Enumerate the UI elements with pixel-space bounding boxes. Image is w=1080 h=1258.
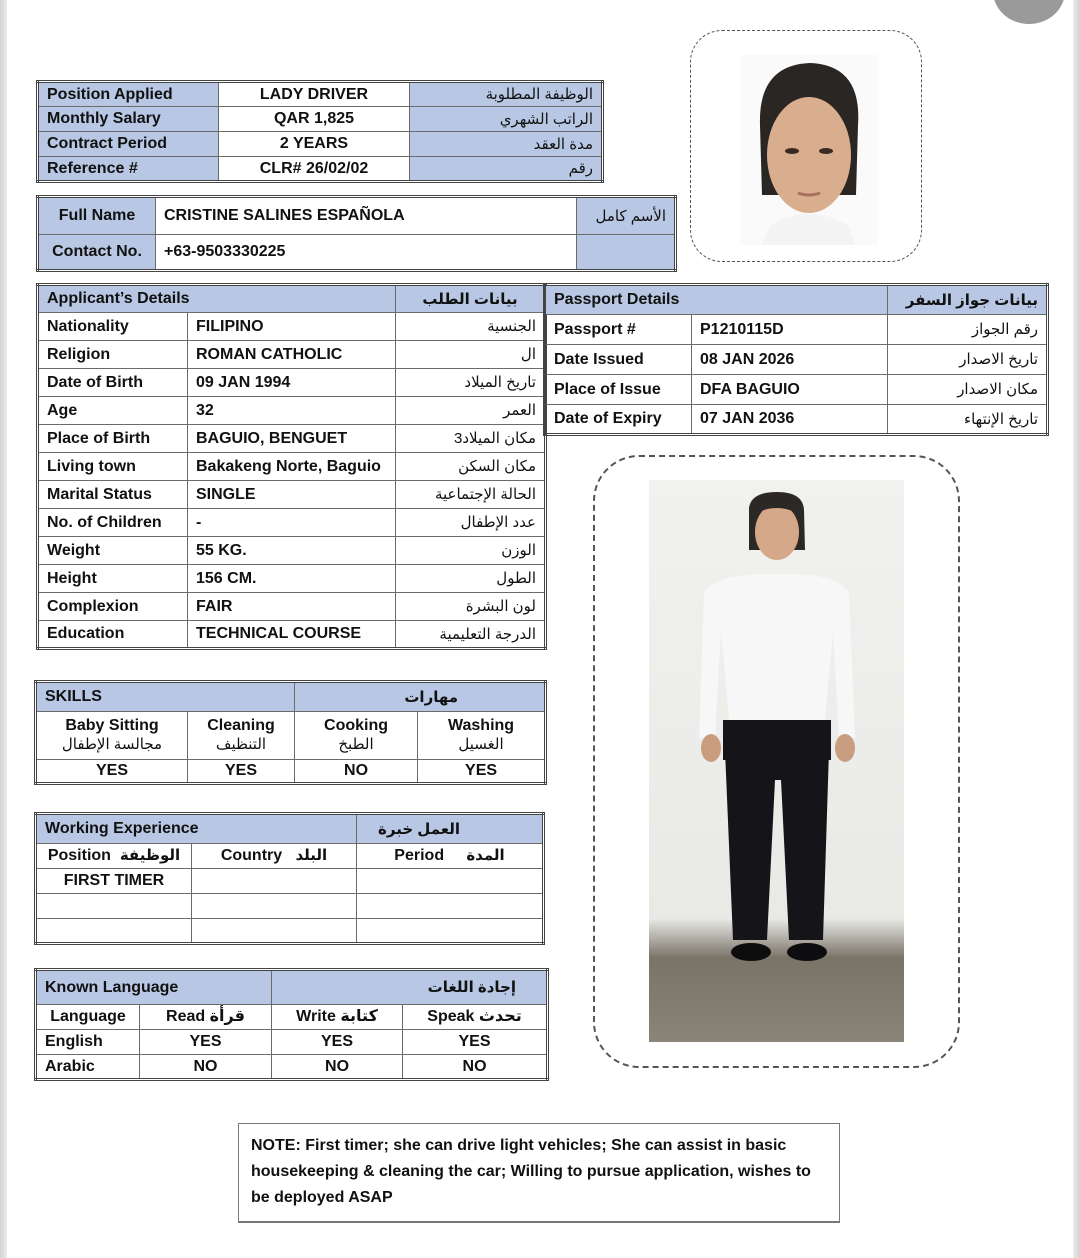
detail-value: Bakakeng Norte, Baguio bbox=[188, 453, 396, 481]
detail-value: DFA BAGUIO bbox=[692, 375, 888, 405]
detail-label: Date of Expiry bbox=[545, 405, 692, 435]
detail-value: TECHNICAL COURSE bbox=[188, 621, 396, 649]
skill-label-ar: الطبخ bbox=[338, 736, 374, 754]
detail-label-ar: الدرجة التعليمية bbox=[396, 621, 546, 649]
skill-label: Cooking bbox=[324, 717, 389, 735]
salary-value: QAR 1,825 bbox=[219, 107, 410, 132]
reference-label-ar: رقم bbox=[410, 157, 603, 182]
detail-label: Date Issued bbox=[545, 345, 692, 375]
headshot-photo bbox=[740, 55, 878, 245]
skills-title: SKILLS bbox=[36, 682, 295, 712]
passport-title: Passport Details bbox=[545, 285, 888, 315]
work-col-period bbox=[357, 844, 544, 869]
detail-label: Age bbox=[38, 397, 188, 425]
work-experience-table bbox=[34, 812, 545, 945]
table-row bbox=[38, 107, 603, 132]
detail-label-ar: تاريخ الميلاد bbox=[396, 369, 546, 397]
language-name: English bbox=[36, 1030, 140, 1055]
skills-labels-row bbox=[36, 712, 546, 760]
section-header bbox=[36, 970, 548, 1005]
section-header bbox=[36, 682, 546, 712]
detail-label: Education bbox=[38, 621, 188, 649]
column-speak: Speak تحدث bbox=[403, 1005, 548, 1030]
skills-title-ar: مهارات bbox=[295, 682, 546, 712]
column-write: Write كتابة bbox=[272, 1005, 403, 1030]
detail-label-ar: عدد الإطفال bbox=[396, 509, 546, 537]
detail-value: FILIPINO bbox=[188, 313, 396, 341]
language-cell: YES bbox=[140, 1030, 272, 1055]
table-row bbox=[36, 869, 544, 894]
table-row bbox=[36, 919, 544, 944]
work-cell bbox=[36, 894, 192, 919]
full-name-label: Full Name bbox=[38, 197, 156, 235]
table-row bbox=[38, 565, 546, 593]
table-row bbox=[38, 197, 676, 235]
detail-label: Weight bbox=[38, 537, 188, 565]
work-cell bbox=[192, 919, 357, 944]
detail-value: 32 bbox=[188, 397, 396, 425]
detail-label-ar: مكان الميلاد3 bbox=[396, 425, 546, 453]
table-row bbox=[545, 375, 1048, 405]
detail-label-ar: الجنسية bbox=[396, 313, 546, 341]
contact-value: +63-9503330225 bbox=[156, 235, 577, 271]
skill-label: Baby Sitting bbox=[65, 717, 159, 735]
language-title-ar: إجادة اللغات bbox=[272, 970, 548, 1005]
applicant-title: Applicant’s Details bbox=[38, 285, 396, 313]
detail-value: FAIR bbox=[188, 593, 396, 621]
detail-label-ar: تاريخ الإنتهاء bbox=[888, 405, 1048, 435]
column-label: Position bbox=[47, 847, 111, 864]
column-label-ar: البلد bbox=[295, 847, 328, 864]
reference-label: Reference # bbox=[38, 157, 219, 182]
position-label: Position Applied bbox=[38, 82, 219, 107]
table-row bbox=[38, 537, 546, 565]
table-row bbox=[38, 509, 546, 537]
work-col-country bbox=[192, 844, 357, 869]
contract-value: 2 YEARS bbox=[219, 132, 410, 157]
detail-label: Height bbox=[38, 565, 188, 593]
detail-label: Marital Status bbox=[38, 481, 188, 509]
table-row bbox=[545, 405, 1048, 435]
detail-label-ar: الوزن bbox=[396, 537, 546, 565]
work-columns-row bbox=[36, 844, 544, 869]
table-row bbox=[36, 1055, 548, 1080]
skill-value: YES bbox=[418, 760, 546, 784]
detail-label: Nationality bbox=[38, 313, 188, 341]
work-cell: FIRST TIMER bbox=[36, 869, 192, 894]
full-name-label-ar: الأسم كامل bbox=[577, 197, 676, 235]
work-cell bbox=[192, 894, 357, 919]
column-label-ar: الوظيفة bbox=[119, 847, 181, 864]
skills-values-row bbox=[36, 760, 546, 784]
table-row bbox=[38, 369, 546, 397]
detail-value: BAGUIO, BENGUET bbox=[188, 425, 396, 453]
full-name-value: CRISTINE SALINES ESPAÑOLA bbox=[156, 197, 577, 235]
detail-label-ar: تاريخ الاصدار bbox=[888, 345, 1048, 375]
detail-value: P1210115D bbox=[692, 315, 888, 345]
skill-label-ar: الغسيل bbox=[458, 736, 504, 754]
passport-title-ar: بيانات جواز السفر bbox=[888, 285, 1048, 315]
table-row bbox=[545, 315, 1048, 345]
detail-value: SINGLE bbox=[188, 481, 396, 509]
detail-label-ar: مكان السكن bbox=[396, 453, 546, 481]
column-label-ar: المدة bbox=[466, 847, 505, 864]
skill-label-ar: مجالسة الإطفال bbox=[61, 736, 163, 754]
table-row bbox=[36, 894, 544, 919]
person-full-body-icon bbox=[649, 480, 904, 1042]
table-row bbox=[38, 453, 546, 481]
skill-value: YES bbox=[188, 760, 295, 784]
work-cell bbox=[357, 869, 544, 894]
table-row bbox=[38, 157, 603, 182]
detail-label: Living town bbox=[38, 453, 188, 481]
reference-value: CLR# 26/02/02 bbox=[219, 157, 410, 182]
skill-label-ar: التنظيف bbox=[215, 736, 267, 754]
full-body-photo bbox=[649, 480, 904, 1042]
work-cell bbox=[357, 919, 544, 944]
detail-label: Place of Issue bbox=[545, 375, 692, 405]
detail-value: 156 CM. bbox=[188, 565, 396, 593]
table-row bbox=[38, 313, 546, 341]
skill-washing bbox=[418, 712, 546, 760]
detail-label: No. of Children bbox=[38, 509, 188, 537]
skill-label: Washing bbox=[447, 717, 515, 735]
detail-label: Religion bbox=[38, 341, 188, 369]
table-row bbox=[38, 235, 676, 271]
detail-value: 55 KG. bbox=[188, 537, 396, 565]
detail-value: 07 JAN 2036 bbox=[692, 405, 888, 435]
section-header bbox=[545, 285, 1048, 315]
column-language: Language bbox=[36, 1005, 140, 1030]
detail-value: 09 JAN 1994 bbox=[188, 369, 396, 397]
detail-label: Date of Birth bbox=[38, 369, 188, 397]
skill-baby-sitting bbox=[36, 712, 188, 760]
language-cell: NO bbox=[140, 1055, 272, 1080]
contract-label-ar: مدة العقد bbox=[410, 132, 603, 157]
skill-label: Cleaning bbox=[207, 717, 275, 735]
detail-label-ar: مكان الاصدار bbox=[888, 375, 1048, 405]
detail-label: Passport # bbox=[545, 315, 692, 345]
salary-label-ar: الراتب الشهري bbox=[410, 107, 603, 132]
position-label-ar: الوظيفة المطلوبة bbox=[410, 82, 603, 107]
table-row bbox=[545, 345, 1048, 375]
identity-table bbox=[36, 195, 677, 272]
table-row bbox=[38, 341, 546, 369]
language-cell: YES bbox=[403, 1030, 548, 1055]
work-cell bbox=[192, 869, 357, 894]
skill-value: NO bbox=[295, 760, 418, 784]
detail-label-ar: الطول bbox=[396, 565, 546, 593]
column-label: Country bbox=[220, 847, 283, 864]
applicant-details-table bbox=[36, 283, 547, 650]
detail-label-ar: ال bbox=[396, 341, 546, 369]
language-columns-row bbox=[36, 1005, 548, 1030]
section-header bbox=[36, 814, 544, 844]
person-headshot-icon bbox=[740, 55, 878, 245]
page-edge-left bbox=[0, 0, 7, 1258]
skill-cleaning bbox=[188, 712, 295, 760]
table-row bbox=[38, 132, 603, 157]
work-cell bbox=[36, 919, 192, 944]
detail-label-ar: لون البشرة bbox=[396, 593, 546, 621]
page-edge-right bbox=[1073, 0, 1080, 1258]
table-row bbox=[38, 397, 546, 425]
skill-cooking bbox=[295, 712, 418, 760]
passport-details-table bbox=[543, 283, 1049, 436]
language-cell: NO bbox=[403, 1055, 548, 1080]
contact-label: Contact No. bbox=[38, 235, 156, 271]
table-row bbox=[36, 1030, 548, 1055]
language-title: Known Language bbox=[36, 970, 272, 1005]
applicant-title-ar: بيانات الطلب bbox=[396, 285, 546, 313]
table-row bbox=[38, 425, 546, 453]
note-box: NOTE: First timer; she can drive light vehicles; She can assist in basic housekeeping & cleaning the car; Willing to pursue application, wishes to be deployed ASAP bbox=[238, 1123, 840, 1223]
section-header bbox=[38, 285, 546, 313]
corner-circle-button[interactable] bbox=[993, 0, 1065, 24]
language-name: Arabic bbox=[36, 1055, 140, 1080]
table-row bbox=[38, 82, 603, 107]
contract-label: Contract Period bbox=[38, 132, 219, 157]
work-col-position bbox=[36, 844, 192, 869]
detail-value: - bbox=[188, 509, 396, 537]
known-language-table bbox=[34, 968, 549, 1081]
detail-label: Place of Birth bbox=[38, 425, 188, 453]
detail-value: 08 JAN 2026 bbox=[692, 345, 888, 375]
skills-table bbox=[34, 680, 547, 785]
position-value: LADY DRIVER bbox=[219, 82, 410, 107]
column-read: Read قرأة bbox=[140, 1005, 272, 1030]
language-cell: YES bbox=[272, 1030, 403, 1055]
table-row bbox=[38, 593, 546, 621]
contact-empty-cell bbox=[577, 235, 676, 271]
detail-label-ar: رقم الجواز bbox=[888, 315, 1048, 345]
detail-value: ROMAN CATHOLIC bbox=[188, 341, 396, 369]
table-row bbox=[38, 481, 546, 509]
language-cell: NO bbox=[272, 1055, 403, 1080]
detail-label-ar: الحالة الإجتماعية bbox=[396, 481, 546, 509]
work-title: Working Experience bbox=[36, 814, 357, 844]
work-cell bbox=[357, 894, 544, 919]
skill-value: YES bbox=[36, 760, 188, 784]
detail-label-ar: العمر bbox=[396, 397, 546, 425]
column-label: Period bbox=[394, 847, 445, 864]
detail-label: Complexion bbox=[38, 593, 188, 621]
table-row bbox=[38, 621, 546, 649]
salary-label: Monthly Salary bbox=[38, 107, 219, 132]
work-title-ar: العمل خبرة bbox=[357, 814, 544, 844]
position-table bbox=[36, 80, 604, 183]
